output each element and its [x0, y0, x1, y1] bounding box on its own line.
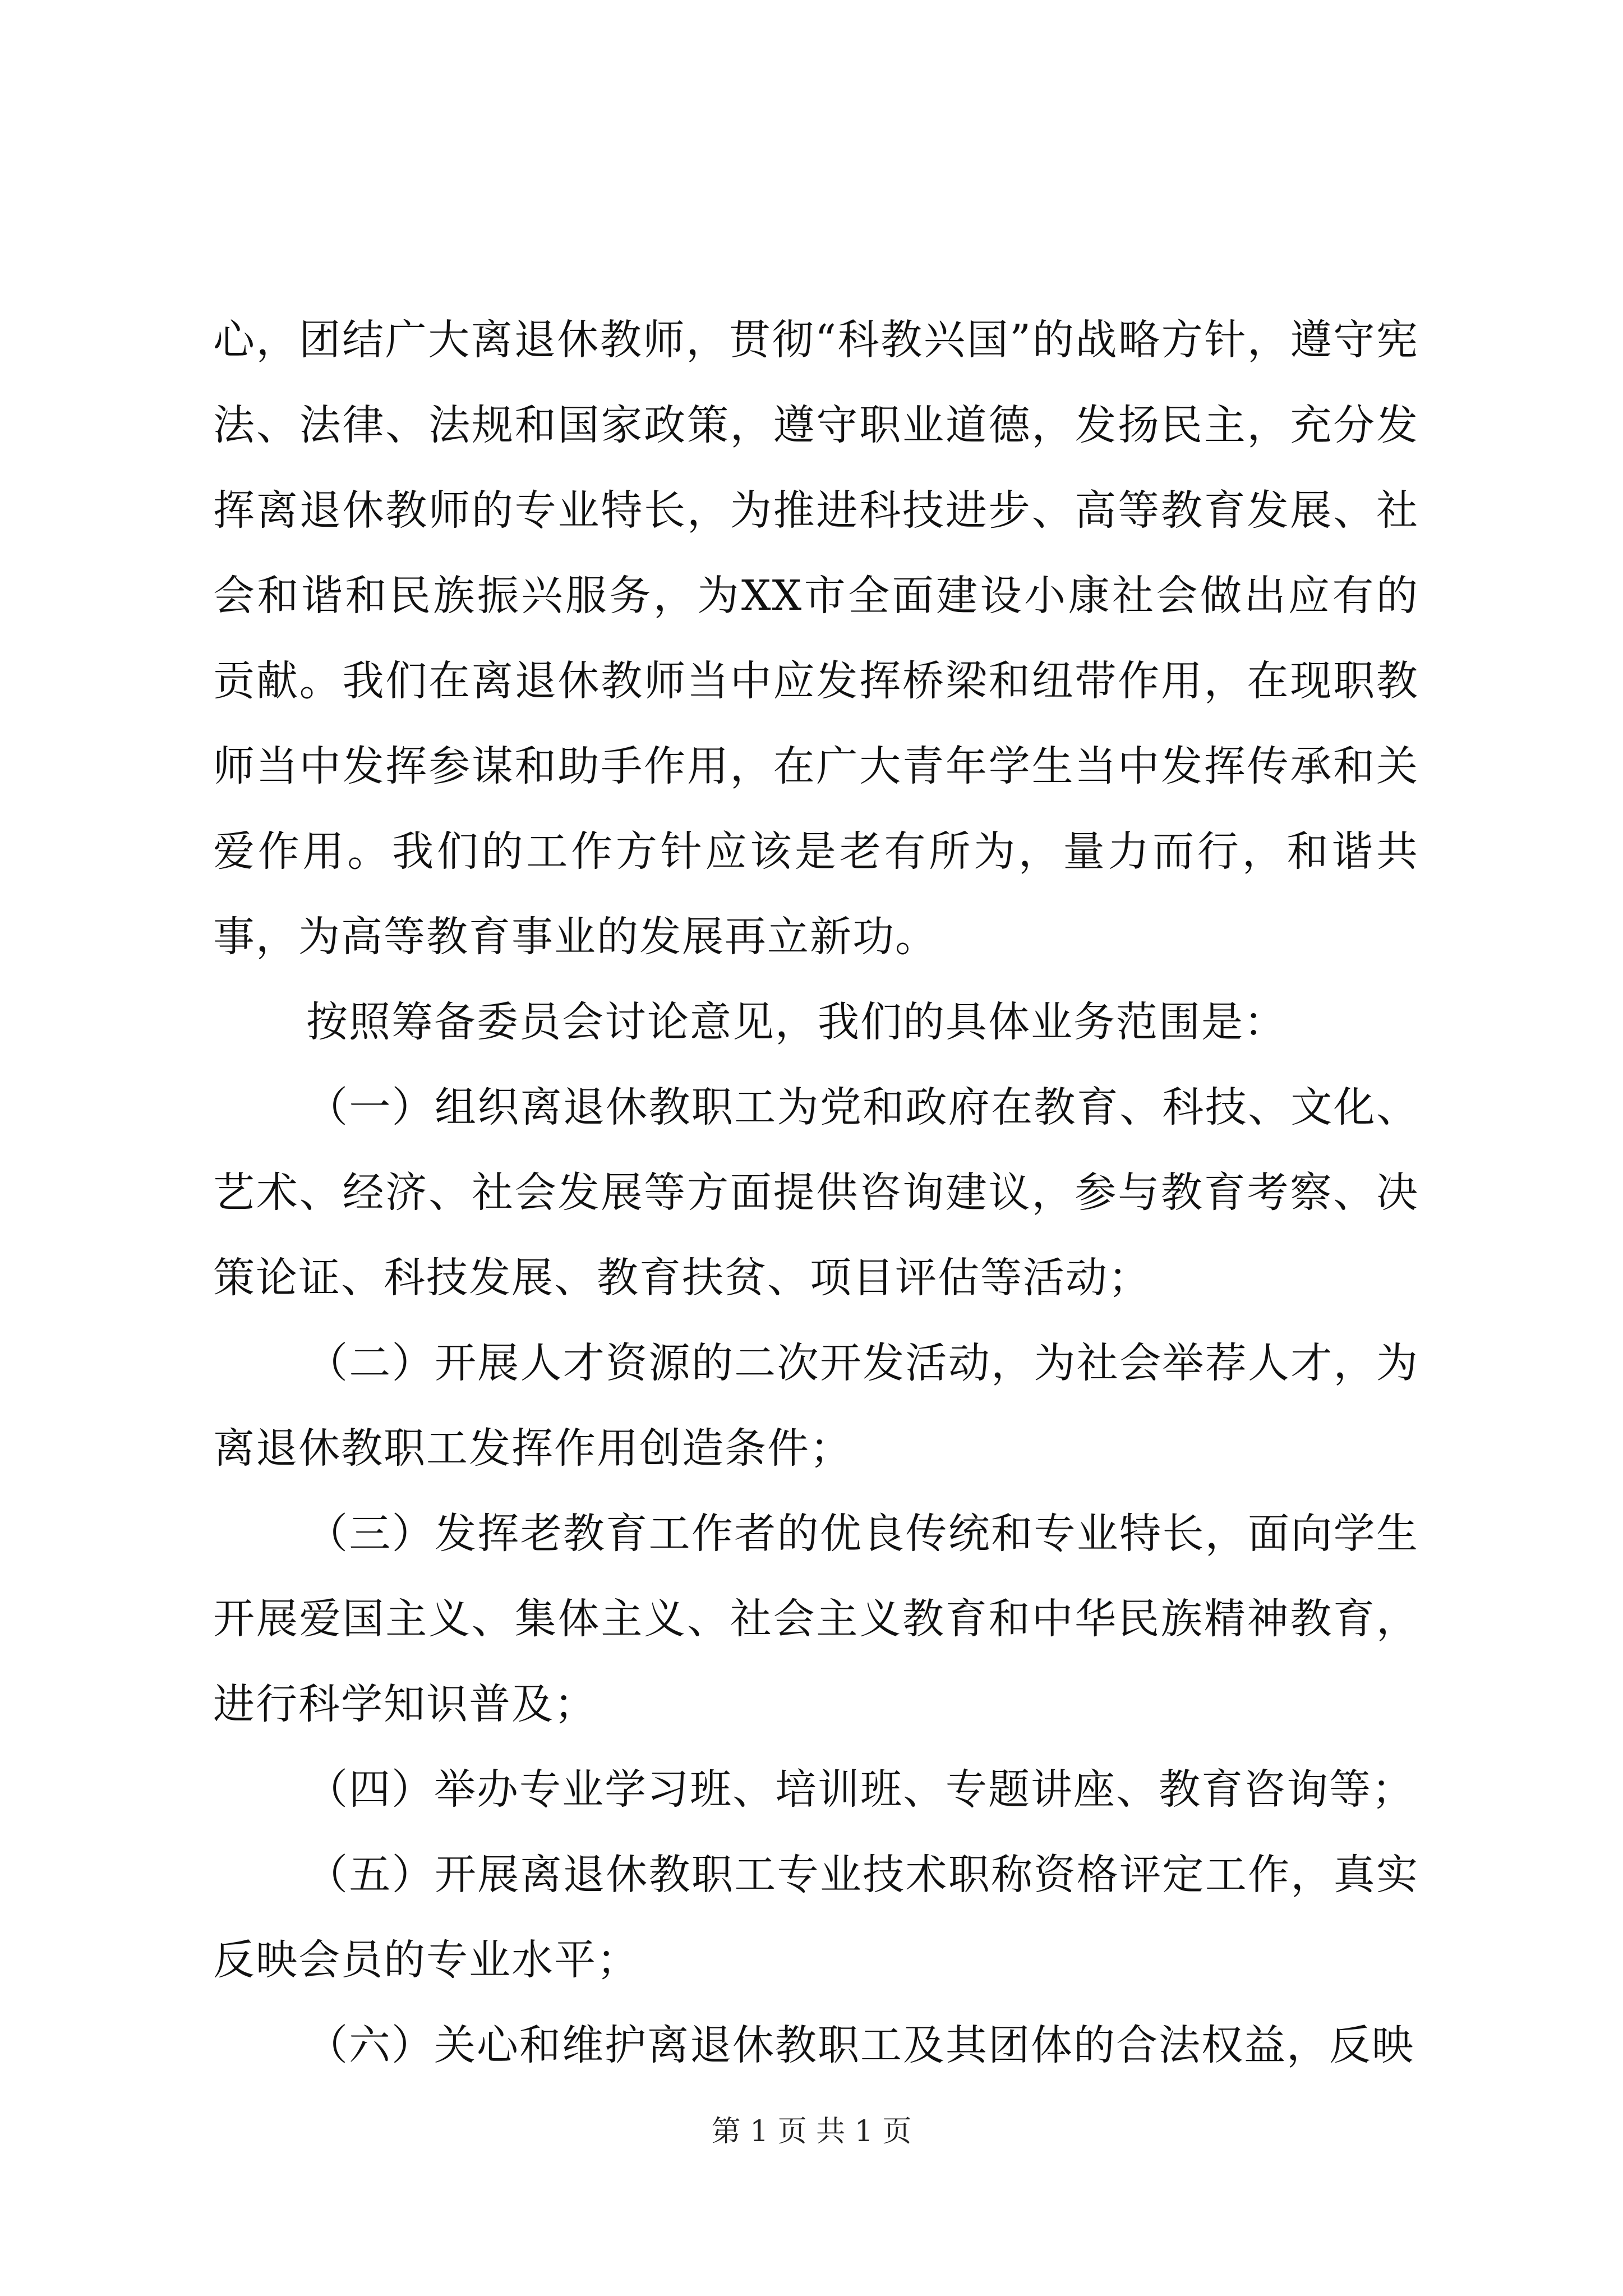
page-footer: 第 1 页 共 1 页 — [711, 2115, 912, 2148]
document-body — [213, 297, 1419, 2088]
list-item-3: （三）发挥老教育工作者的优良传统和专业特长，面向学生开展爱国主义、集体主义、社会主义教育和中华民族精神教育，进行科学知识普及； — [213, 1510, 1419, 1728]
list-item-4: （四）举办专业学习班、培训班、专题讲座、教育咨询等； — [306, 1765, 1414, 1814]
list-item-1: （一）组织离退休教职工为党和政府在教育、科技、文化、艺术、经济、社会发展等方面提供咨询建议，参与教育考察、决策论证、科技发展、教育扶贫、项目评估等活动； — [213, 1083, 1419, 1302]
list-item-2: （二）开展人才资源的二次开发活动，为社会举荐人才，为离退休教职工发挥作用创造条件； — [213, 1339, 1419, 1473]
paragraph-scope-intro: 按照筹备委员会讨论意见，我们的具体业务范围是： — [306, 998, 1287, 1046]
list-item-6: （六）关心和维护离退休教职工及其团体的合法权益，反映 — [306, 2021, 1414, 2069]
paragraph-continuation: 心，团结广大离退休教师，贯彻“科教兴国”的战略方针，遵守宪法、法律、法规和国家政策，遵守职业道德，发扬民主，充分发挥离退休教师的专业特长，为推进科技进步、高等教育发展、社会和谐和民族振兴服务，为XX市全面建设小康社会做出应有的贡献。我们在离退休教师当中应发挥桥梁和纽带作用，在现职教师当中发挥参谋和助手作用，在广大青年学生当中发挥传承和关爱作用。我们的工作方针应该是老有所为，量力而行，和谐共事，为高等教育事业的发展再立新功。 — [213, 316, 1419, 961]
list-item-5: （五）开展离退休教职工专业技术职称资格评定工作，真实反映会员的专业水平； — [213, 1851, 1419, 1984]
